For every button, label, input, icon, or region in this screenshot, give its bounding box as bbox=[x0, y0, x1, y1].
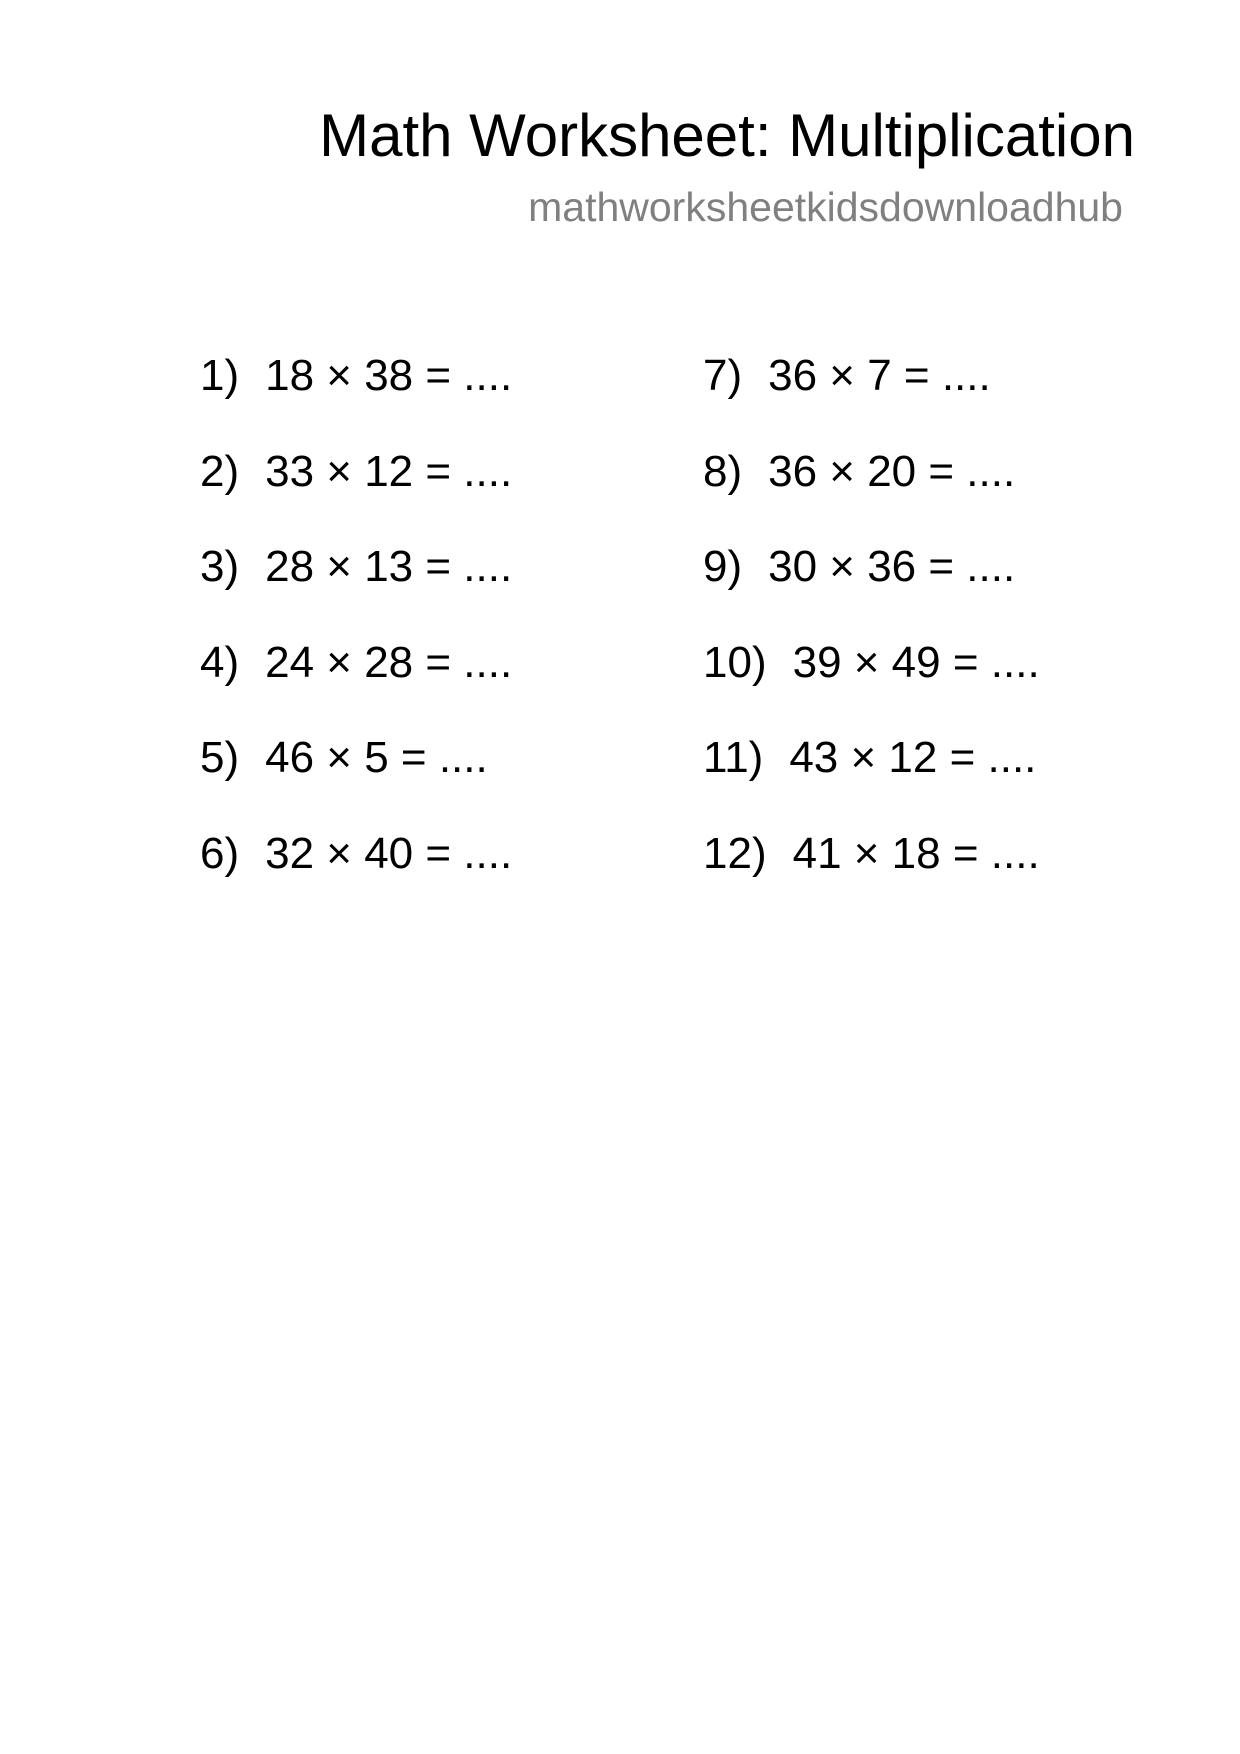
problem-item bbox=[200, 446, 512, 542]
problem-expression: 36 × 20 = .... bbox=[768, 446, 1016, 496]
problem-expression: 46 × 5 = .... bbox=[265, 733, 488, 782]
problem-expression: 36 × 7 = .... bbox=[768, 351, 991, 400]
problem-number: 6) bbox=[200, 828, 240, 878]
problem-number: 12) bbox=[703, 828, 767, 878]
problem-number: 1) bbox=[200, 351, 240, 400]
problem-expression: 33 × 12 = .... bbox=[265, 446, 513, 496]
problem-number: 5) bbox=[200, 733, 240, 782]
problem-number: 4) bbox=[200, 637, 240, 687]
worksheet-source: mathworksheetkidsdownloadhub bbox=[528, 184, 1123, 230]
problem-expression: 28 × 13 = .... bbox=[265, 542, 513, 591]
problem-item bbox=[703, 732, 1040, 828]
problem-number: 8) bbox=[703, 446, 743, 496]
problem-item bbox=[703, 828, 1040, 924]
problem-number: 11) bbox=[703, 733, 764, 782]
problem-number: 3) bbox=[200, 542, 240, 591]
problem-number: 10) bbox=[703, 637, 767, 687]
problem-expression: 32 × 40 = .... bbox=[265, 828, 513, 878]
problem-column-right bbox=[703, 350, 1040, 923]
problem-item bbox=[200, 732, 512, 828]
problem-number: 7) bbox=[703, 351, 743, 400]
problem-item bbox=[703, 350, 1040, 446]
problem-item bbox=[200, 350, 512, 446]
problem-item bbox=[703, 541, 1040, 637]
problem-expression: 30 × 36 = .... bbox=[768, 542, 1016, 591]
problem-expression: 18 × 38 = .... bbox=[265, 351, 513, 400]
problem-expression: 43 × 12 = .... bbox=[789, 733, 1037, 782]
problem-item bbox=[200, 828, 512, 924]
problem-expression: 41 × 18 = .... bbox=[792, 828, 1040, 878]
problem-number: 9) bbox=[703, 542, 743, 591]
problem-expression: 39 × 49 = .... bbox=[792, 637, 1040, 687]
problem-item bbox=[703, 637, 1040, 733]
problem-item bbox=[200, 541, 512, 637]
worksheet-title: Math Worksheet: Multiplication bbox=[319, 102, 1135, 169]
problem-item bbox=[200, 637, 512, 733]
problem-item bbox=[703, 446, 1040, 542]
problem-column-left bbox=[200, 350, 512, 923]
problem-expression: 24 × 28 = .... bbox=[265, 637, 513, 687]
problem-number: 2) bbox=[200, 446, 240, 496]
